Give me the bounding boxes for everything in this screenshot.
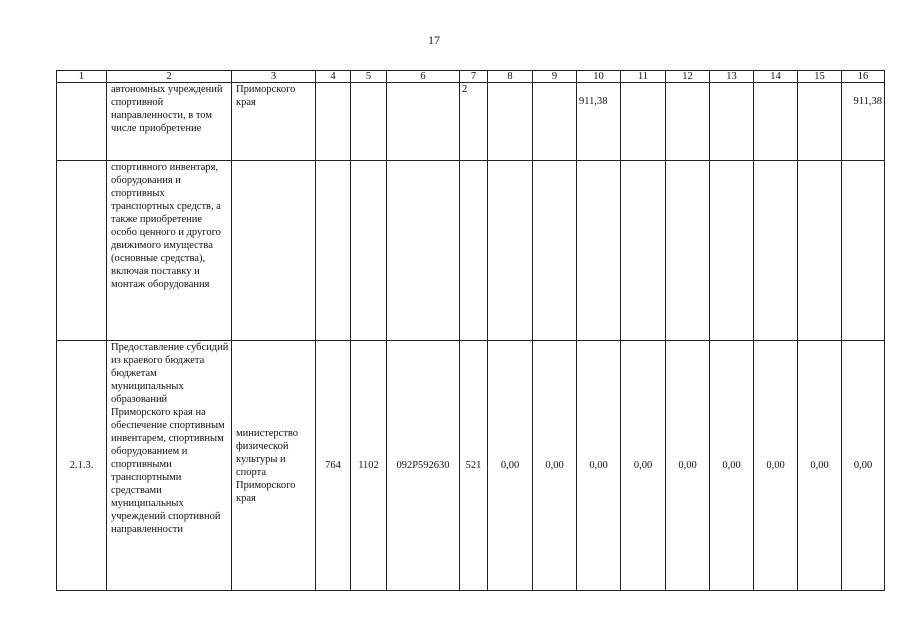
cell-col16: 0,00 — [842, 341, 885, 591]
organization-cell: министерство физической культуры и спорта Приморского края — [232, 341, 316, 591]
budget-table — [56, 70, 885, 591]
cell-col11: 0,00 — [621, 341, 666, 591]
header-cell-6: 6 — [387, 71, 460, 83]
cell-col10 — [577, 161, 621, 341]
cell-col11 — [621, 161, 666, 341]
item-number-cell — [57, 83, 107, 161]
cell-col16: 911,38 — [842, 83, 885, 161]
cell-col15: 0,00 — [798, 341, 842, 591]
description-cell: спортивного инвентаря, оборудования и спортивных транспортных средств, а также приобретение особо ценного и другого движимого имущества (основные средства), включая поставку и монтаж оборудования — [107, 161, 232, 341]
cell-col7: 521 — [460, 341, 488, 591]
cell-col13 — [710, 83, 754, 161]
item-number-cell — [57, 161, 107, 341]
page-number: 17 — [428, 33, 440, 47]
cell-col14 — [754, 83, 798, 161]
cell-col12 — [666, 161, 710, 341]
cell-col4: 764 — [316, 341, 351, 591]
cell-col6: 092P592630 — [387, 341, 460, 591]
header-cell-3: 3 — [232, 71, 316, 83]
cell-col15 — [798, 161, 842, 341]
cell-col12 — [666, 83, 710, 161]
cell-col12: 0,00 — [666, 341, 710, 591]
cell-col9: 0,00 — [533, 341, 577, 591]
cell-col9 — [533, 83, 577, 161]
header-cell-10: 10 — [577, 71, 621, 83]
header-cell-2: 2 — [107, 71, 232, 83]
description-cell: Предоставление субсидий из краевого бюджета бюджетам муниципальных образований Приморского края на обеспечение спортивным инвентарем, спортивным оборудованием и спортивными транспортными средствами муниципальных учреждений спортивной направленности — [107, 341, 232, 591]
header-cell-14: 14 — [754, 71, 798, 83]
cell-col8: 0,00 — [488, 341, 533, 591]
cell-col13: 0,00 — [710, 341, 754, 591]
header-cell-16: 16 — [842, 71, 885, 83]
cell-col13 — [710, 161, 754, 341]
header-cell-15: 15 — [798, 71, 842, 83]
cell-col8 — [488, 83, 533, 161]
cell-col4 — [316, 83, 351, 161]
cell-col14: 0,00 — [754, 341, 798, 591]
header-cell-5: 5 — [351, 71, 387, 83]
table-row — [57, 161, 885, 341]
header-cell-11: 11 — [621, 71, 666, 83]
organization-cell: Приморского края — [232, 83, 316, 161]
header-cell-12: 12 — [666, 71, 710, 83]
header-cell-13: 13 — [710, 71, 754, 83]
table-row — [57, 341, 885, 591]
header-cell-1: 1 — [57, 71, 107, 83]
header-cell-4: 4 — [316, 71, 351, 83]
cell-col14 — [754, 161, 798, 341]
cell-col5: 1102 — [351, 341, 387, 591]
cell-col10: 911,38 — [577, 83, 621, 161]
header-cell-7: 7 — [460, 71, 488, 83]
cell-col5 — [351, 83, 387, 161]
description-cell: автономных учреждений спортивной направленности, в том числе приобретение — [107, 83, 232, 161]
cell-col7 — [460, 161, 488, 341]
header-cell-8: 8 — [488, 71, 533, 83]
header-cell-9: 9 — [533, 71, 577, 83]
organization-cell — [232, 161, 316, 341]
table-row — [57, 83, 885, 161]
cell-col5 — [351, 161, 387, 341]
header-row — [57, 71, 885, 83]
item-number-cell: 2.1.3. — [57, 341, 107, 591]
cell-col8 — [488, 161, 533, 341]
cell-col4 — [316, 161, 351, 341]
cell-col16 — [842, 161, 885, 341]
cell-col11 — [621, 83, 666, 161]
cell-col15 — [798, 83, 842, 161]
cell-col10: 0,00 — [577, 341, 621, 591]
cell-col6 — [387, 161, 460, 341]
cell-col7: 2 — [460, 83, 488, 161]
cell-col6 — [387, 83, 460, 161]
cell-col9 — [533, 161, 577, 341]
